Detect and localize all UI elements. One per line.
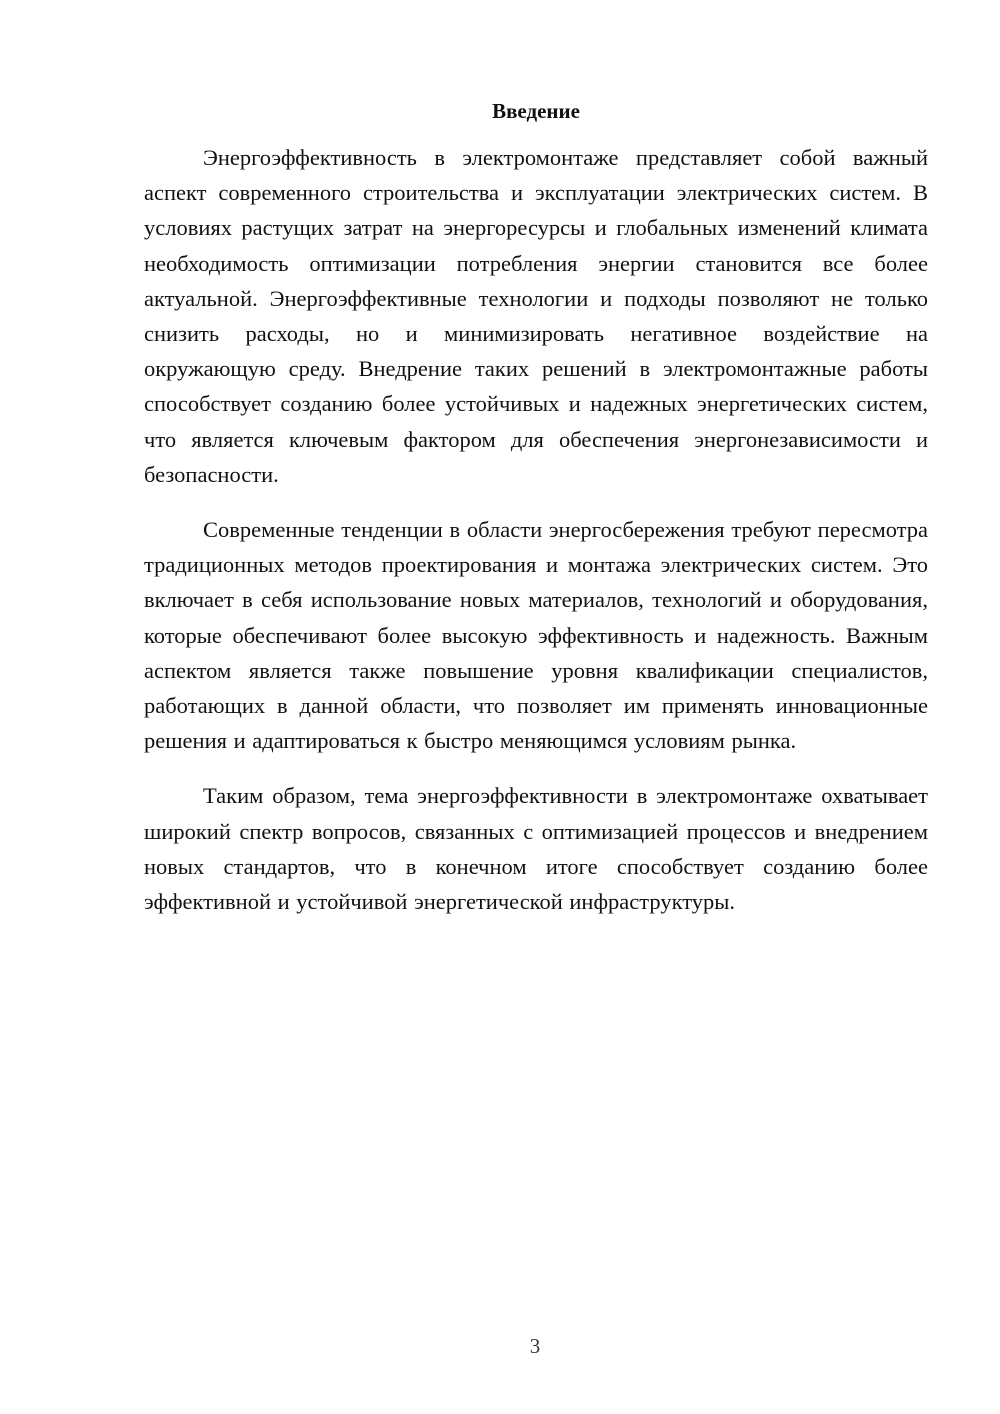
paragraph-2: Современные тенденции в области энергосбережения требуют пересмотра традиционных методов проектирования и монтажа электрических систем. Это включает в себя использование новых материалов, технологий и оборудования, которые обеспечивают более высокую эффективность и надежность. Важным аспектом является также повышение уровня квалификации специалистов, работающих в данной области, что позволяет им применять инновационные решения и адаптироваться к быстро меняющимся условиям рынка. [144,517,928,754]
page-content [144,96,928,939]
paragraph-3: Таким образом, тема энергоэффективности в электромонтаже охватывает широкий спектр вопросов, связанных с оптимизацией процессов и внедрением новых стандартов, что в конечном итоге способствует созданию более эффективной и устойчивой энергетической инфраструктуры. [144,783,928,915]
paragraph-1: Энергоэффективность в электромонтаже представляет собой важный аспект современного строительства и эксплуатации электрических систем. В условиях растущих затрат на энергоресурсы и глобальных изменений климата необходимость оптимизации потребления энергии становится все более актуальной. Энергоэффективные технологии и подходы позволяют не только снизить расходы, но и минимизировать негативное воздействие на окружающую среду. Внедрение таких решений в электромонтажные работы способствует созданию более устойчивых и надежных энергетических систем, что является ключевым фактором для обеспечения энергонезависимости и безопасности. [144,145,928,487]
page-number: 3 [529,1334,541,1358]
section-heading: Введение [492,99,580,123]
